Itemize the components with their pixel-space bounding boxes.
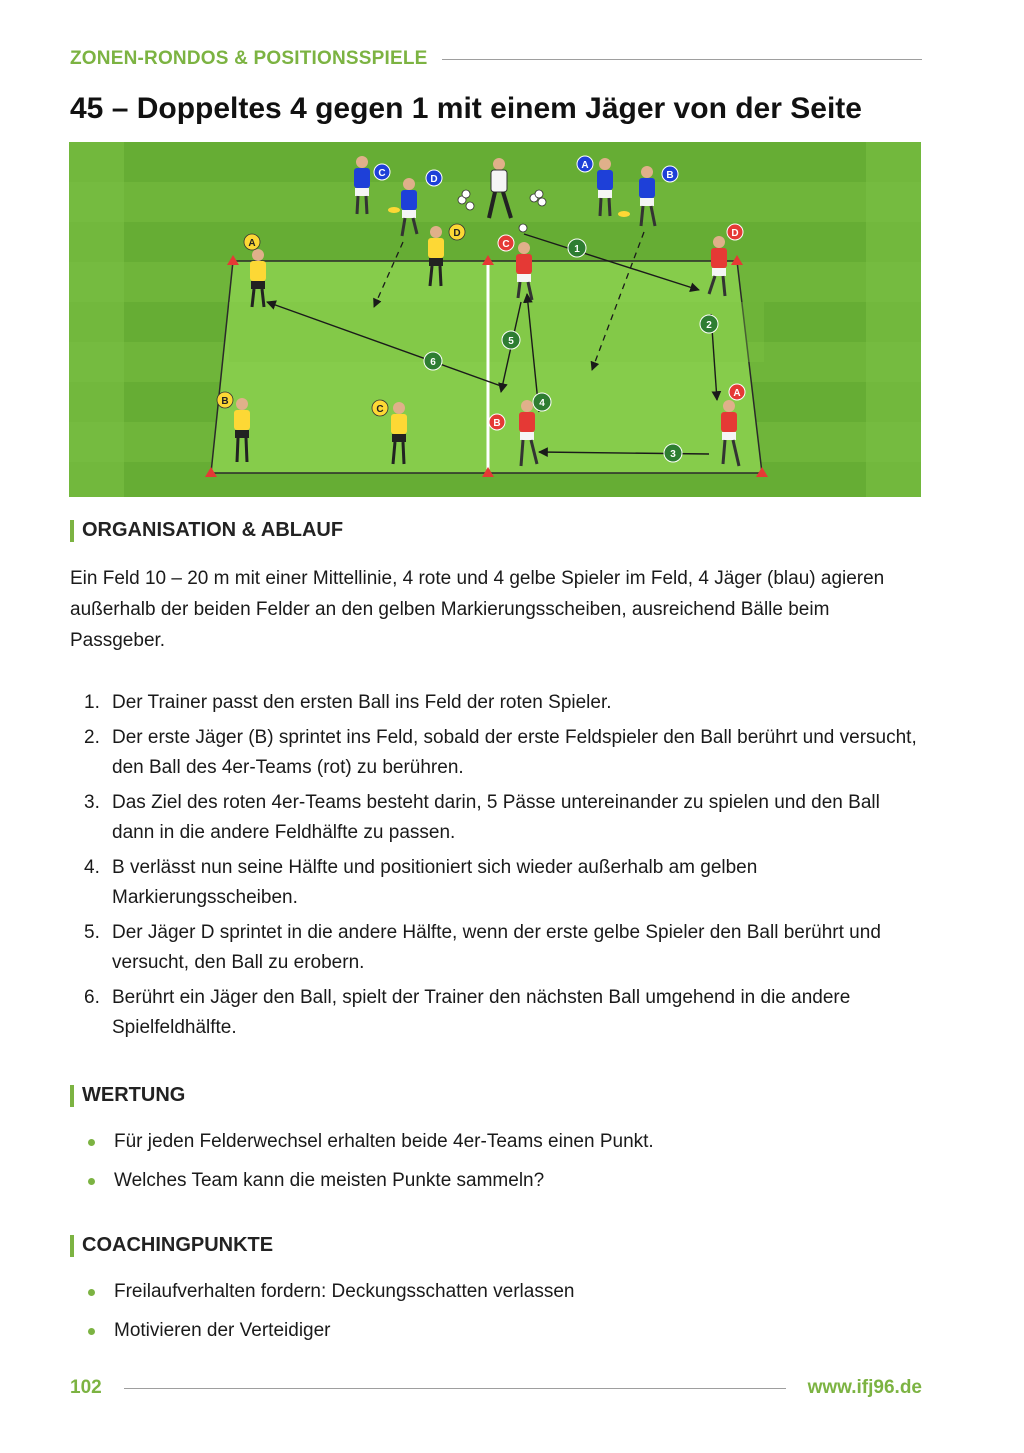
page-footer [70, 1375, 922, 1401]
yellow-label: D [453, 228, 461, 239]
scoring-list [70, 1127, 920, 1205]
list-item: 6. Berührt ein Jäger den Ball, spielt der Trainer den nächsten Ball umgehend in die andere Spielfeldhälfte. [84, 987, 851, 1038]
list-item: Für jeden Felderwechsel erhalten beide 4er-Teams einen Punkt. [70, 1127, 920, 1157]
red-label: B [493, 418, 501, 429]
list-item: Freilaufverhalten fordern: Deckungsschatten verlassen [70, 1277, 920, 1307]
list-item: 5. Der Jäger D sprintet in die andere Hälfte, wenn der erste gelbe Spieler den Ball berührt und versucht, den Ball zu erobern. [84, 922, 881, 973]
bullet-icon [88, 1328, 95, 1335]
coaching-list [70, 1277, 920, 1355]
pass-number: 2 [706, 320, 712, 331]
bullet-icon [88, 1139, 95, 1146]
section-heading-organisation: ORGANISATION & ABLAUF [70, 519, 343, 542]
list-item: 1. Der Trainer passt den ersten Ball ins Feld der roten Spieler. [84, 692, 612, 713]
red-label: A [733, 388, 741, 399]
list-item: Welches Team kann die meisten Punkte sammeln? [70, 1166, 920, 1196]
red-label: C [502, 239, 510, 250]
list-item: 3. Das Ziel des roten 4er-Teams besteht darin, 5 Pässe untereinander zu spielen und den Ball dann in die andere Feldhälfte zu passen. [84, 792, 880, 843]
chapter-label: ZONEN-RONDOS & POSITIONSSPIELE [70, 48, 428, 69]
heading-accent-bar [70, 1235, 74, 1257]
page-number: 102 [70, 1377, 102, 1398]
pass-number: 3 [670, 449, 676, 460]
heading-accent-bar [70, 1085, 74, 1107]
red-label: D [731, 228, 739, 239]
hunter-label: B [666, 170, 674, 181]
list-item: 4. B verlässt nun seine Hälfte und positioniert sich wieder außerhalb am gelben Markierungsscheiben. [84, 857, 758, 908]
pass-number: 4 [539, 398, 545, 409]
page-title: 45 – Doppeltes 4 gegen 1 mit einem Jäger von der Seite [70, 92, 862, 125]
website-link[interactable]: www.ifj96.de [807, 1377, 922, 1398]
procedure-steps [70, 688, 920, 1048]
bullet-icon [88, 1289, 95, 1296]
yellow-label: C [376, 404, 384, 415]
list-item: 2. Der erste Jäger (B) sprintet ins Feld, sobald der erste Feldspieler den Ball berührt und versucht, den Ball des 4er-Teams (rot) zu berühren. [84, 727, 917, 778]
footer-rule [124, 1388, 786, 1389]
section-heading-coaching: COACHINGPUNKTE [70, 1234, 273, 1257]
yellow-label: A [248, 238, 256, 249]
pass-number: 5 [508, 336, 514, 347]
heading-accent-bar [70, 520, 74, 542]
yellow-label: B [221, 396, 229, 407]
drill-diagram [69, 142, 921, 497]
hunter-label: A [581, 160, 589, 171]
pass-number: 6 [430, 357, 436, 368]
list-item: Motivieren der Verteidiger [70, 1316, 920, 1346]
section-heading-wertung: WERTUNG [70, 1084, 185, 1107]
bullet-icon [88, 1178, 95, 1185]
hunter-label: D [430, 174, 438, 185]
header-rule [442, 59, 922, 60]
hunter-label: C [378, 168, 386, 179]
running-header [70, 46, 922, 72]
pass-number: 1 [574, 244, 580, 255]
organisation-intro: Ein Feld 10 – 20 m mit einer Mittellinie, 4 rote und 4 gelbe Spieler im Feld, 4 Jäger (blau) agieren außerhalb der beiden Felder an den gelben Markierungsscheiben, ausreichend Bälle beim Passgeber. [70, 568, 885, 651]
